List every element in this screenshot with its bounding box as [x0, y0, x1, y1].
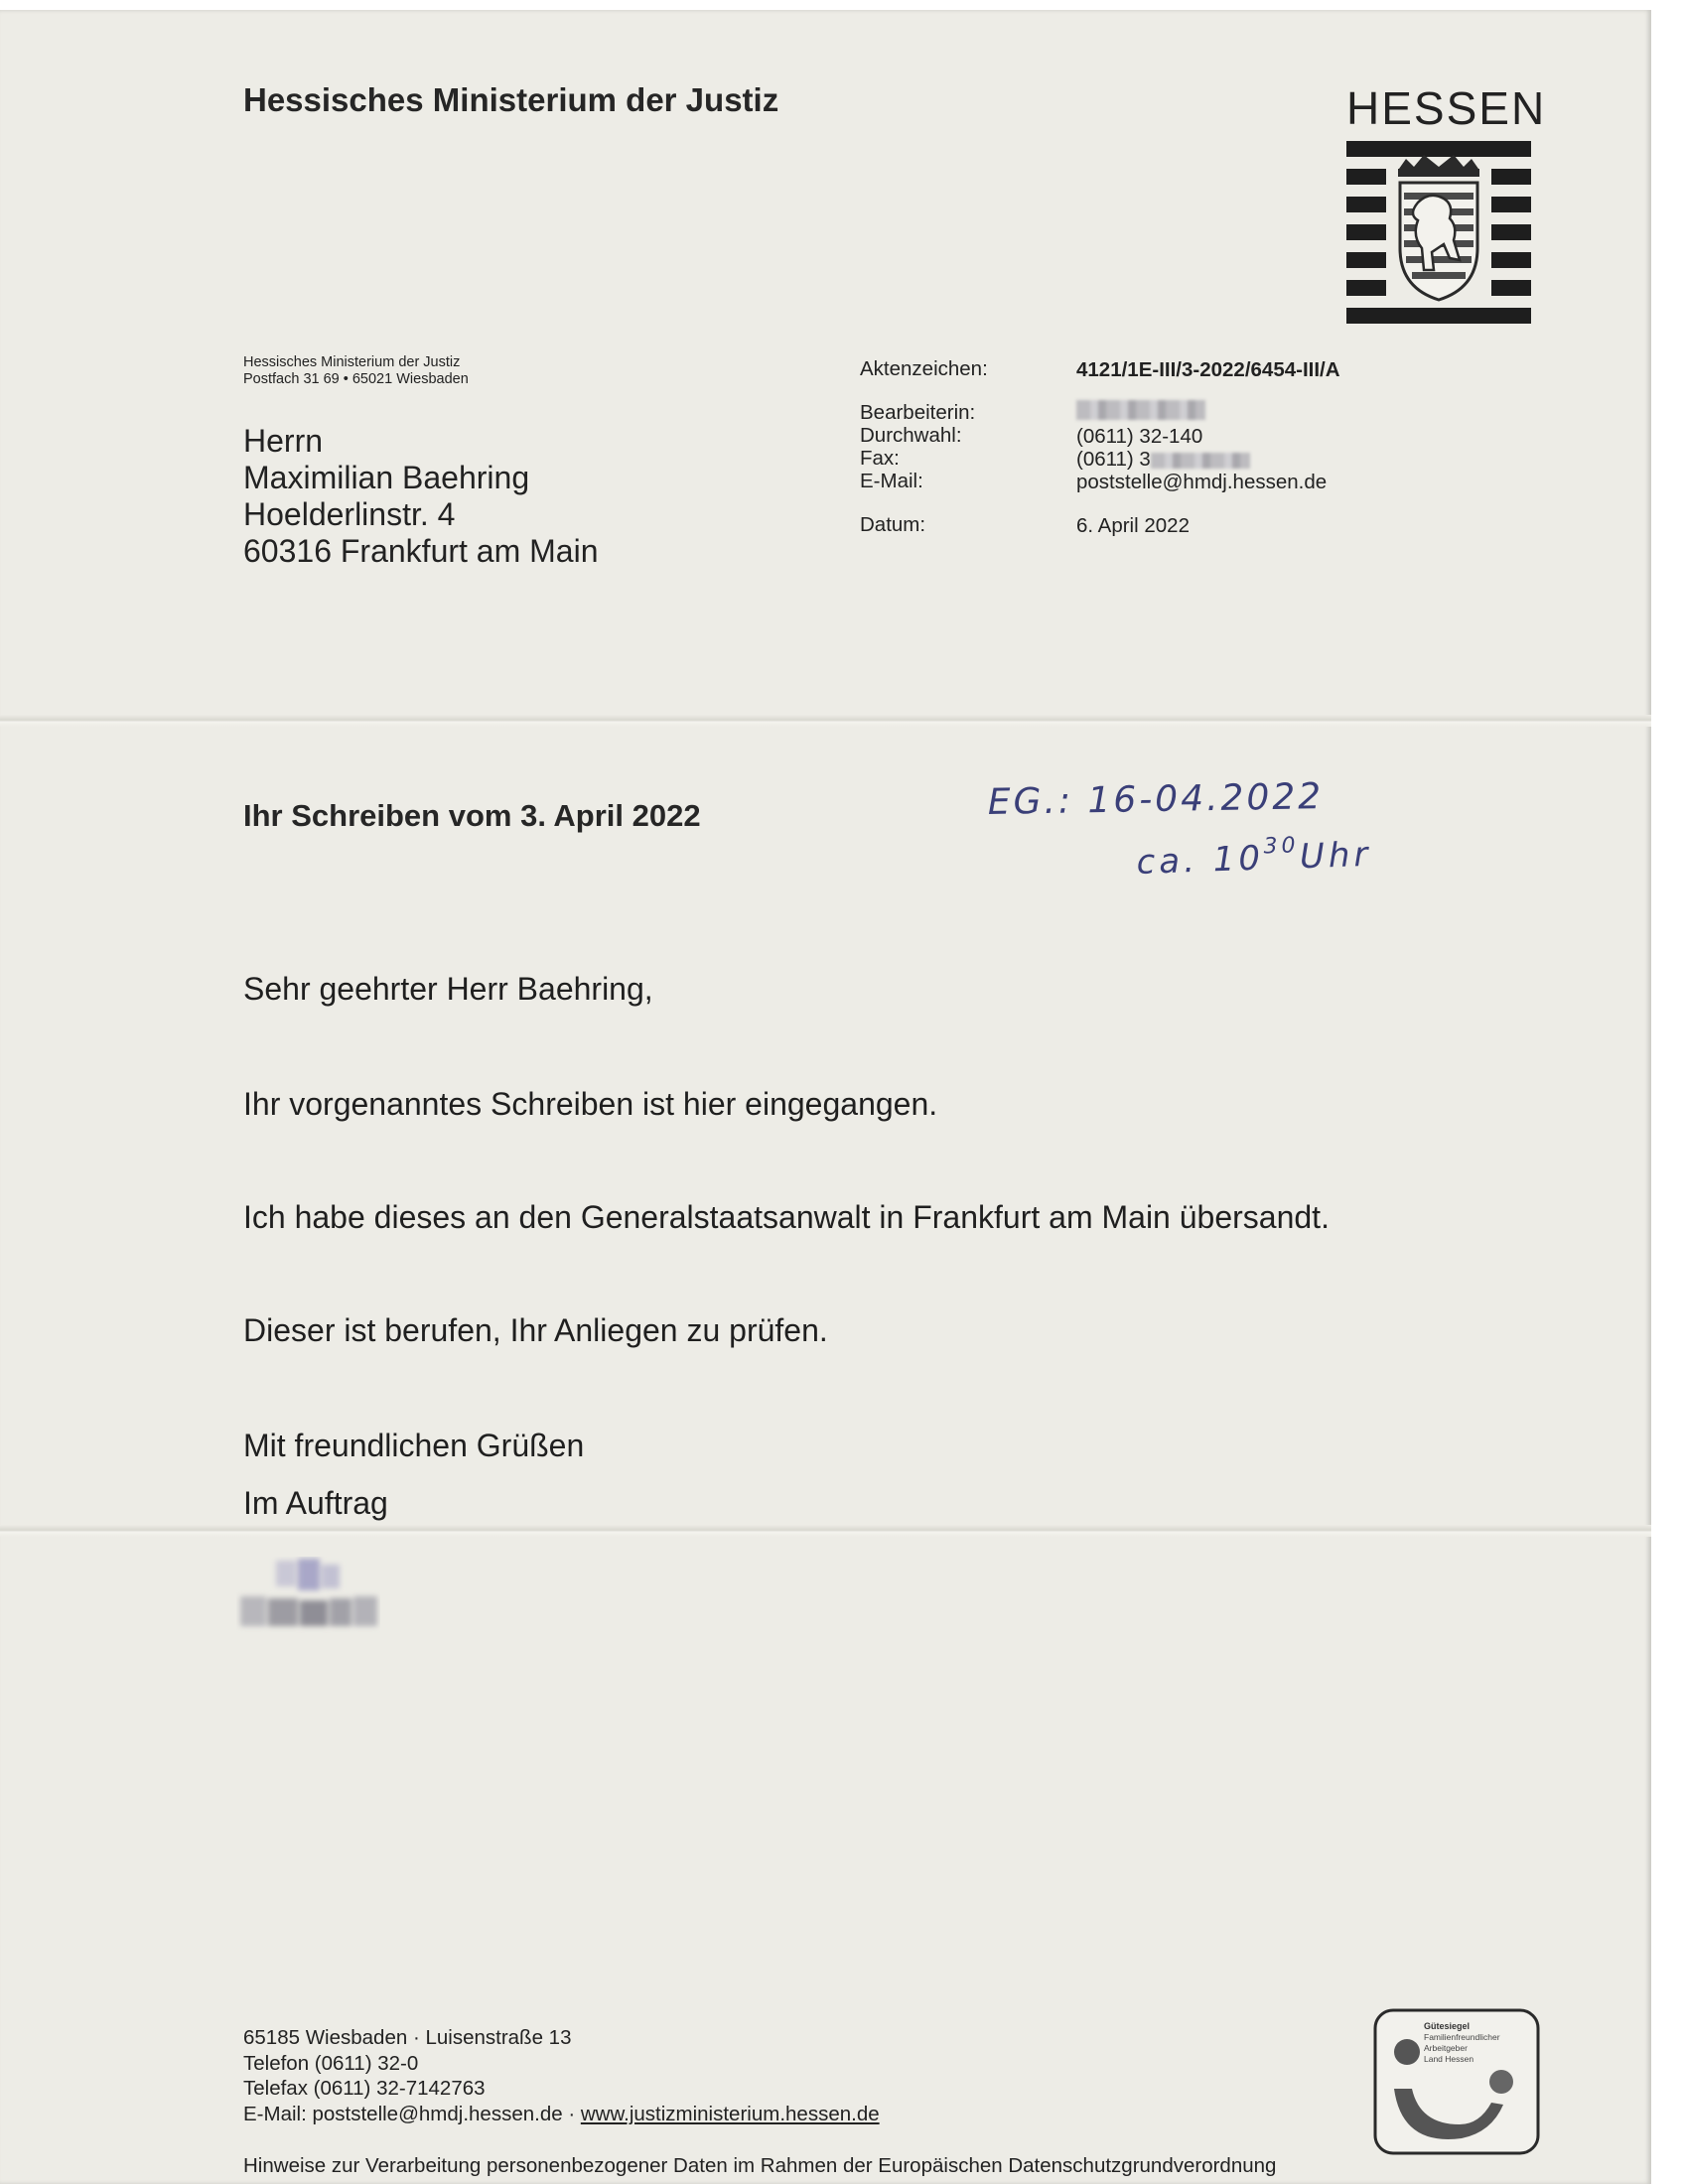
aktenzeichen-value: 4121/1E-III/3-2022/6454-III/A [1076, 358, 1340, 381]
footer-address: 65185 Wiesbaden · Luisenstraße 13 [243, 2026, 572, 2049]
handwritten-superscript: 30 [1263, 833, 1300, 860]
ministry-title: Hessisches Ministerium der Justiz [243, 81, 779, 118]
family-friendly-employer-seal-icon [1372, 2007, 1541, 2156]
svg-text:ca. 1030Uhr [1136, 831, 1372, 883]
email-label: E-Mail: [860, 470, 923, 492]
return-address-line: Hessisches Ministerium der Justiz [243, 354, 461, 370]
hessen-wordmark: HESSEN [1346, 82, 1547, 134]
recipient-street: Hoelderlinstr. 4 [243, 496, 456, 532]
aktenzeichen-label: Aktenzeichen: [860, 357, 988, 380]
footer-website-link[interactable]: www.justizministerium.hessen.de [580, 2102, 880, 2125]
letter-closing: Mit freundlichen Grüßen [243, 1428, 585, 1463]
datum-label: Datum: [860, 513, 926, 536]
footer-fax: Telefax (0611) 32-7142763 [243, 2077, 486, 2100]
recipient-name: Maximilian Baehring [243, 460, 530, 495]
footer-address-block [243, 2025, 880, 2126]
paper-fold [0, 1525, 1651, 1537]
bearbeiterin-redacted [1076, 397, 1205, 421]
handwritten-line-1: EG.: 16-04.2022 [987, 776, 1325, 823]
seal-line-2: Arbeitgeber [1424, 2043, 1468, 2053]
letter-paragraph: Ihr vorgenanntes Schreiben ist hier eingegangen. [243, 1086, 938, 1122]
letter-greeting: Sehr geehrter Herr Baehring, [243, 971, 653, 1007]
footer-contact [243, 2102, 880, 2127]
fax-redacted [1151, 453, 1250, 469]
seal-title: Gütesiegel [1424, 2021, 1471, 2031]
recipient-salutation: Herrn [243, 423, 324, 459]
letter-on-behalf: Im Auftrag [243, 1485, 388, 1521]
bearbeiterin-label: Bearbeiterin: [860, 401, 976, 424]
recipient-address [243, 423, 599, 570]
hessen-coat-of-arms-icon [1346, 141, 1531, 324]
privacy-note: Hinweise zur Verarbeitung personenbezogener Daten im Rahmen der Europäischen Datenschutzgrundverordnung [243, 2154, 1277, 2177]
fax-label: Fax: [860, 447, 900, 470]
recipient-city: 60316 Frankfurt am Main [243, 533, 599, 569]
seal-line-3: Land Hessen [1424, 2054, 1474, 2064]
footer-email: E-Mail: poststelle@hmdj.hessen.de · [243, 2102, 581, 2125]
return-address-line: Postfach 31 69 • 65021 Wiesbaden [243, 371, 469, 387]
handwritten-line-2-prefix: ca. 10 [1135, 838, 1265, 883]
redacted-signature [236, 1557, 380, 1638]
return-address [243, 354, 469, 388]
datum-value: 6. April 2022 [1076, 514, 1190, 537]
subject-line: Ihr Schreiben vom 3. April 2022 [243, 798, 701, 833]
fax-value: (0611) 3 [1076, 448, 1151, 471]
durchwahl-label: Durchwahl: [860, 424, 962, 447]
seal-line-1: Familienfreundlicher [1424, 2032, 1500, 2042]
handwritten-line-2-suffix: Uhr [1299, 834, 1373, 878]
durchwahl-value: (0611) 32-140 [1076, 425, 1203, 448]
letter-paragraph: Dieser ist berufen, Ihr Anliegen zu prüfen. [243, 1312, 828, 1348]
letter-paragraph: Ich habe dieses an den Generalstaatsanwalt in Frankfurt am Main übersandt. [243, 1199, 1330, 1235]
email-value: poststelle@hmdj.hessen.de [1076, 471, 1328, 493]
footer-phone: Telefon (0611) 32-0 [243, 2051, 419, 2075]
fax-line [1076, 448, 1250, 472]
handwritten-receipt-note [978, 774, 1474, 893]
paper-fold [0, 715, 1651, 727]
